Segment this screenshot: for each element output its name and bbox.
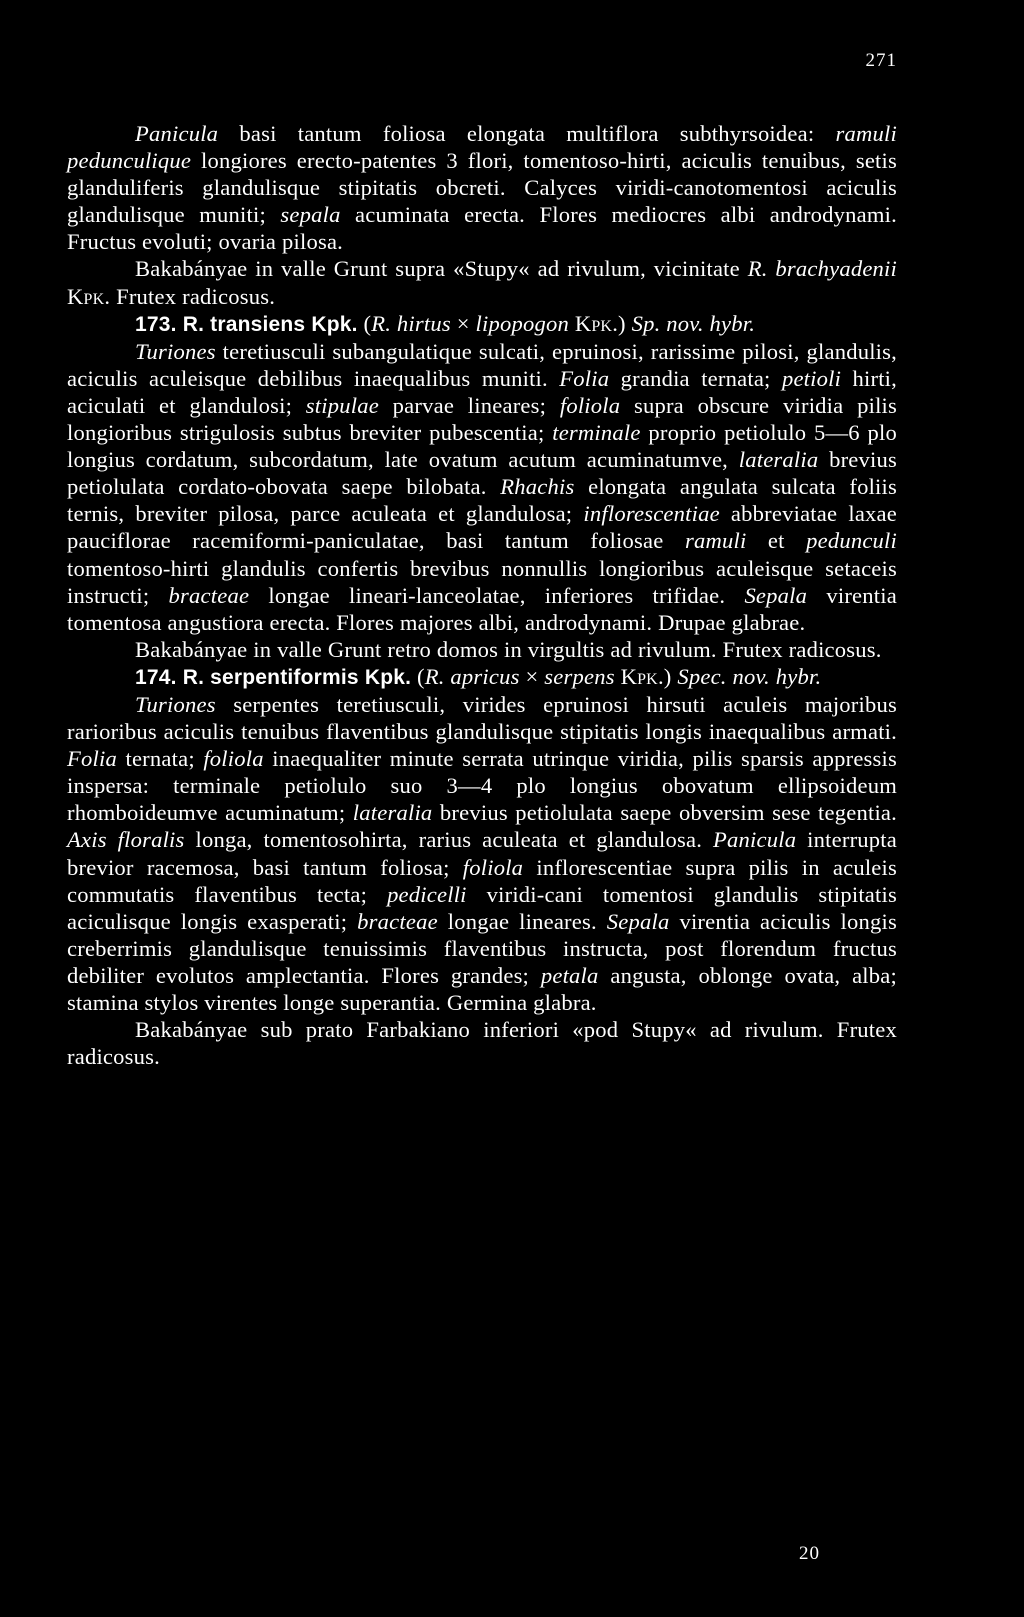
entry-heading-173 — [67, 310, 897, 338]
text-run: angusta, oblonge ovata, alba; stamina stylos virentes longe superantia. Germina glabra. — [67, 962, 897, 1015]
text-run: longae lineares. — [437, 908, 607, 934]
term-italic: Axis floralis — [67, 827, 185, 853]
term-italic: Folia — [559, 365, 610, 391]
text-run: virentia aciculis longis creberrimis glandulisque tenuissimis flaventibus instructa, post florendum fructus debiliter evolutos amplectantia. Flores grandes; — [67, 908, 897, 988]
text-run: virentia tomentosa angustiora erecta. Flores majores albi, androdynami. Drupae glabrae. — [67, 582, 897, 635]
term-italic: foliola — [462, 854, 524, 880]
text-run: abbreviatae laxae pauciflorae racemiformi-paniculatae, basi tantum foliosae — [67, 501, 897, 554]
author-abbrev: Kpk — [574, 310, 613, 336]
parent-taxon: serpens — [544, 663, 615, 689]
author-abbrev: Kpk — [620, 663, 658, 689]
text-run: teretiusculi subangulatique sulcati, epruinosi, rarissime pilosi, glandulis, aciculis aculeisque debilibus inaequalibus muniti. — [67, 338, 897, 391]
term-italic: Folia — [67, 746, 117, 772]
text-run: brevius petiolulata saepe obversim sese tegentia. — [432, 800, 897, 826]
term-italic: Turiones — [135, 691, 216, 717]
text-run: inaequaliter minute serrata utrinque viridia, pilis sparsis appressis inspersa: terminale petiolulo suo 3—4 plo longius obovatum ellipsoideum rhomboideumve acuminatum; — [67, 746, 897, 826]
text-run: viridi-cani tomentosi glandulis stipitatis aciculisque longis exasperati; — [67, 881, 897, 934]
status-italic: Spec. nov. hybr. — [677, 663, 822, 689]
text-run: acuminata erecta. Flores mediocres albi androdynami. Fructus evoluti; ovaria pilosa. — [67, 202, 897, 255]
term-italic: Panicula — [713, 827, 797, 853]
term-italic: Rhachis — [500, 474, 575, 500]
text-run: basi tantum foliosa elongata multiflora subthyrsoidea: — [218, 121, 836, 146]
term-italic: ramuli pedunculique — [67, 121, 897, 174]
term-italic: stipulae — [305, 392, 379, 418]
text-run: longa, tomentosohirta, rarius aculeata et glandulosa. — [184, 827, 714, 853]
term-italic: lateralia — [738, 447, 819, 473]
taxon-italic: R. brachyadenii — [747, 256, 898, 282]
text-run: parvae lineares; — [378, 392, 560, 418]
parent-taxon: lipopogon — [475, 310, 569, 336]
term-italic: inflorescentiae — [583, 501, 720, 527]
text-run: tomentoso-hirti glandulis confertis brevibus nonnullis longioribus aculeisque setaceis instructi; — [67, 555, 897, 608]
species-heading: 173. R. transiens Kpk. — [135, 312, 358, 336]
text-run: supra obscure viridia pilis longioribus strigulosis subtus breviter pubescentia; — [67, 392, 898, 446]
term-italic: Sepala — [744, 582, 808, 608]
page-number: 271 — [865, 50, 897, 71]
text-run: serpentes teretiusculi, virides epruinosi hirsuti aculeis majoribus rarioribus aciculis tenuibus flaventibus glandulisque stipitatis longis inaequalibus armati. — [67, 691, 897, 745]
text-run: Bakabányae in valle Grunt supra «Stupy« ad rivulum, vicinitate — [135, 256, 748, 282]
term-italic: sepala — [280, 202, 341, 228]
term-italic: Turiones — [135, 338, 216, 364]
term-italic: foliola — [559, 392, 621, 418]
term-italic: bracteae — [168, 582, 250, 608]
cross-symbol: × — [519, 663, 545, 689]
text-run: elongata angulata sulcata foliis ternis, breviter pilosa, parce aculeata et glandulosa; — [67, 474, 897, 527]
text-run: grandia ternata; — [609, 365, 782, 391]
parent-taxon: R. apricus — [424, 663, 520, 689]
text-run: brevius petiolulata cordato-obovata saepe bilobata. — [67, 447, 897, 500]
cross-symbol: × — [450, 310, 476, 336]
term-italic: petala — [540, 962, 599, 988]
species-heading: 174. R. serpentiformis Kpk. — [135, 665, 412, 689]
paragraph-locality-172 — [67, 255, 897, 309]
text-run: proprio petiolulo 5—6 plo longius cordatum, subcordatum, late ovatum acutum acuminatumve, — [67, 420, 897, 473]
text-run: ternata; — [116, 746, 204, 772]
text-run: et — [746, 528, 807, 554]
term-italic: ramuli — [684, 528, 747, 554]
term-italic: lateralia — [352, 800, 433, 826]
author-abbrev: Kpk — [67, 283, 105, 309]
term-italic: foliola — [203, 746, 264, 772]
parent-taxon: R. hirtus — [371, 310, 451, 336]
text-run: .) — [612, 310, 632, 336]
text-run: inflorescentiae supra pilis in aculeis commutatis flaventibus tecta; — [67, 854, 897, 907]
term-italic: terminale — [552, 420, 641, 446]
term-italic: petioli — [781, 365, 842, 391]
term-italic: pedicelli — [387, 881, 467, 907]
term-italic: Panicula — [135, 121, 219, 146]
term-italic: Sepala — [606, 908, 670, 934]
text-run: longae lineari-lanceolatae, inferiores trifidae. — [249, 582, 745, 608]
text-run: hirti, aciculati et glandulosi; — [67, 365, 898, 418]
text-run: longiores erecto-patentes 3 flori, tomentoso-hirti, aciculis tenuibus, setis glanduliferis glandulisque stipitatis obcreti. Calyces viridi-canotomentosi aciculis glandulisque muniti; — [67, 148, 897, 228]
paragraph-locality-173: Bakabányae in valle Grunt retro domos in virgultis ad rivulum. Frutex radicosus. — [135, 636, 882, 662]
paragraph-description-174 — [67, 691, 897, 1016]
status-italic: Sp. nov. hybr. — [631, 310, 756, 336]
text-run: .) — [657, 663, 678, 689]
signature-mark: 20 — [799, 1543, 820, 1564]
text-run: ( — [357, 310, 372, 336]
text-run: . Frutex radicosus. — [104, 283, 276, 309]
text-run: ( — [411, 663, 425, 689]
entry-heading-174 — [67, 663, 897, 691]
term-italic: bracteae — [357, 908, 438, 934]
term-italic: pedunculi — [806, 528, 898, 554]
text-run: interrupta brevior racemosa, basi tantum foliosa; — [67, 827, 897, 880]
paragraph-description-173 — [67, 338, 897, 636]
page-body — [67, 120, 897, 1070]
paragraph-locality-174: Bakabányae sub prato Farbakiano inferiori «pod Stupy« ad rivulum. Frutex radicosus. — [67, 1017, 897, 1070]
paragraph-description-172 — [67, 120, 897, 255]
